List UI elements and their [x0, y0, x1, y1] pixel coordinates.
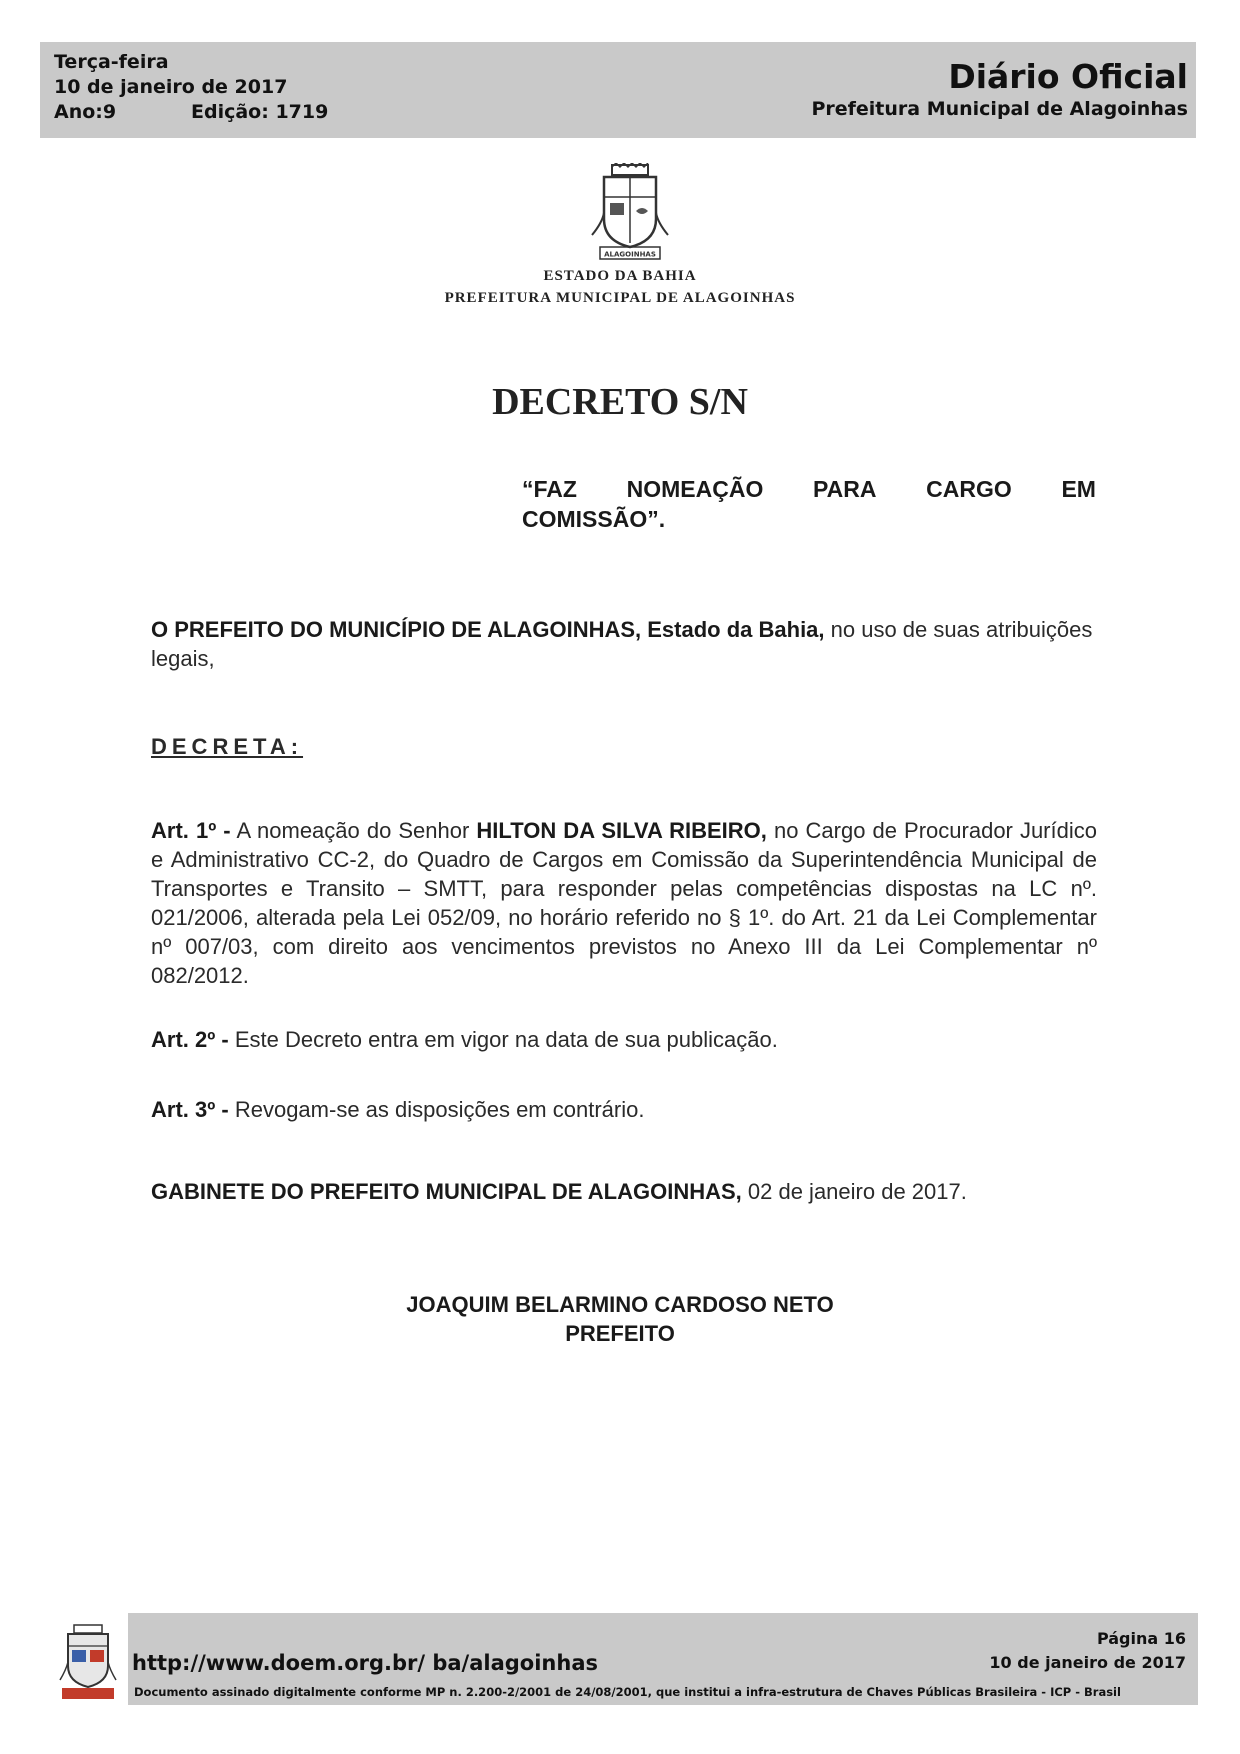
preamble-authority: O PREFEITO DO MUNICÍPIO DE ALAGOINHAS, Estado da Bahia,: [151, 617, 825, 642]
issue-date: 10 de janeiro de 2017: [54, 76, 288, 98]
gazette-url-link[interactable]: http://www.doem.org.br/ ba/alagoinhas: [132, 1651, 598, 1675]
ementa-word: PARA: [813, 476, 877, 502]
article-3-label: Art. 3º -: [151, 1097, 229, 1122]
gazette-title: Diário Oficial: [948, 57, 1188, 96]
article-1: Art. 1º - A nomeação do Senhor HILTON DA SILVA RIBEIRO, no Cargo de Procurador Jurídico e Administrativo CC-2, do Quadro de Cargos em Comissão da Superintendência Municipal de Transportes e Transito – SMTT, para responder pelas competências dispostas na LC nº. 021/2006, alterada pela Lei 052/09, no horário referido no § 1º. do Art. 21 da Lei Complementar nº 007/03, com direito aos vencimentos previstos no Anexo III da Lei Complementar nº 082/2012.: [151, 818, 1097, 988]
footer-coat-of-arms-icon: [58, 1624, 118, 1702]
signer-role: PREFEITO: [565, 1321, 675, 1346]
article-2: Art. 2º - Este Decreto entra em vigor na data de sua publicação.: [151, 1027, 778, 1052]
ementa-line-2: COMISSÃO”.: [522, 506, 666, 532]
article-1-label: Art. 1º -: [151, 818, 231, 843]
closing-date: 02 de janeiro de 2017.: [741, 1179, 967, 1204]
page-info: [989, 1627, 1186, 1675]
weekday: Terça-feira: [54, 51, 169, 73]
closing-line: GABINETE DO PREFEITO MUNICIPAL DE ALAGOINHAS, 02 de janeiro de 2017.: [151, 1179, 967, 1204]
page-footer: [128, 1613, 1198, 1705]
page-header: [40, 42, 1196, 138]
page-number: Página 16: [1096, 1629, 1186, 1648]
edition-label: Edição: 1719: [191, 101, 329, 123]
ementa-word: “FAZ: [522, 476, 577, 502]
gazette-masthead: [811, 58, 1188, 122]
edition-info: [54, 50, 328, 125]
prefecture-name: PREFEITURA MUNICIPAL DE ALAGOINHAS: [444, 290, 796, 306]
ementa-word: NOMEAÇÃO: [626, 476, 764, 502]
article-3: Art. 3º - Revogam-se as disposições em contrário.: [151, 1097, 645, 1122]
preamble-rest: no uso de suas atribuições legais,: [151, 617, 1093, 671]
year-label: Ano:9: [54, 101, 117, 123]
decreta-heading: DECRETA:: [151, 734, 304, 759]
crest-banner-text: ALAGOINHAS: [604, 250, 656, 259]
ementa-word: EM: [1061, 476, 1096, 502]
decree-ementa: [522, 474, 1096, 534]
decree-title: DECRETO S/N: [492, 381, 748, 423]
preamble: [151, 615, 1097, 673]
ementa-word: CARGO: [926, 476, 1012, 502]
coat-of-arms-icon: [590, 163, 670, 263]
signer-name: JOAQUIM BELARMINO CARDOSO NETO: [406, 1292, 834, 1317]
state-name: ESTADO DA BAHIA: [543, 268, 697, 284]
footer-date: 10 de janeiro de 2017: [989, 1653, 1186, 1672]
digital-signature-note: Documento assinado digitalmente conforme MP n. 2.200-2/2001 de 24/08/2001, que institui a infra-estrutura de Chaves Públicas Brasileira - ICP - Brasil: [134, 1685, 1121, 1699]
appointee-name: HILTON DA SILVA RIBEIRO,: [476, 818, 767, 843]
article-2-label: Art. 2º -: [151, 1027, 229, 1052]
gazette-subtitle: Prefeitura Municipal de Alagoinhas: [811, 98, 1188, 120]
